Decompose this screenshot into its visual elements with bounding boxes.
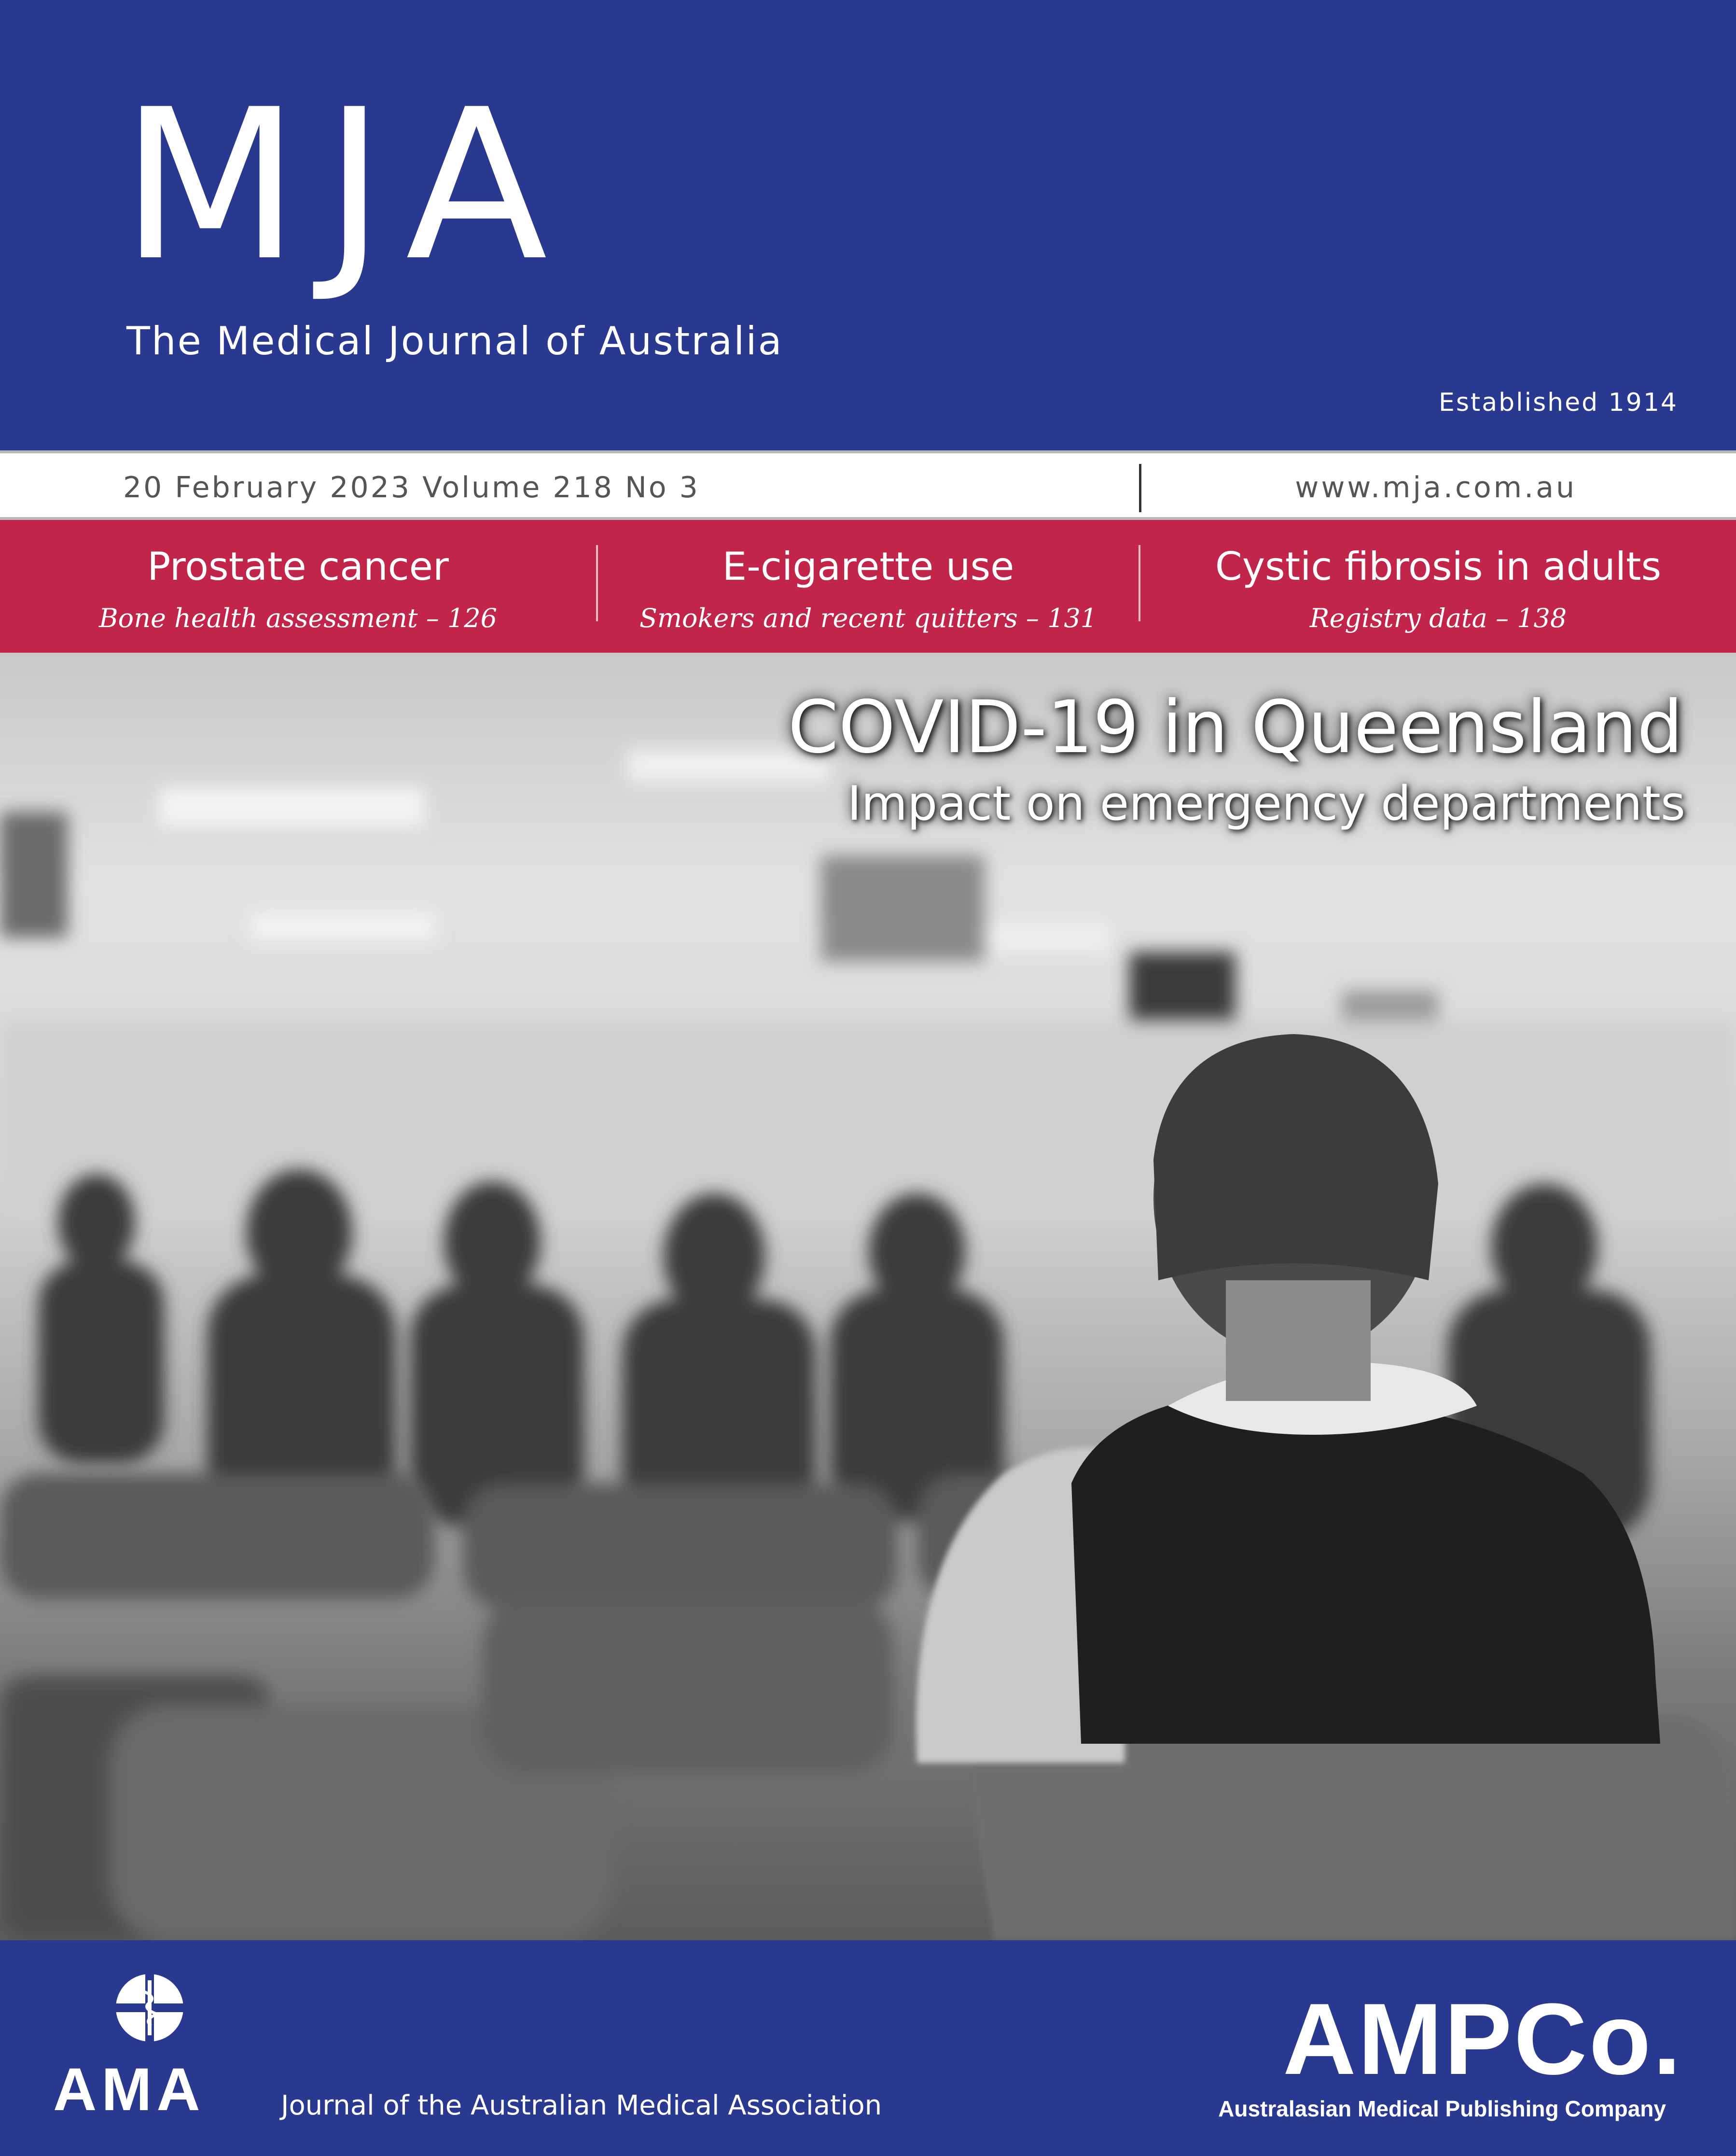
cover-photo [0,653,1736,1940]
ampco-name: Australasian Medical Publishing Company [1218,2096,1666,2121]
issue-divider [1139,464,1141,512]
ama-caduceus-icon [113,1972,186,2044]
masthead [0,0,1736,450]
ama-journal-text: Journal of the Australian Medical Association [281,2090,882,2121]
issue-info: 20 February 2023 Volume 218 No 3 [123,471,700,504]
established-year: Established 1914 [1438,388,1678,417]
feature-subtitle: Smokers and recent quitters – 131 [639,603,1097,633]
feature-e-cigarette-use[interactable] [598,520,1139,653]
feature-title: Prostate cancer [147,544,449,589]
ama-logo: AMA [53,2056,205,2123]
cover-headline[interactable]: COVID-19 in Queensland [788,686,1683,770]
feature-cystic-fibrosis[interactable] [1140,520,1736,653]
feature-subtitle: Bone health assessment – 126 [99,603,497,633]
feature-title: Cystic fibrosis in adults [1215,544,1662,589]
feature-strip [0,520,1736,653]
journal-logo: MJA [121,65,572,307]
journal-name: The Medical Journal of Australia [126,319,783,364]
waiting-room-illustration [0,653,1736,1940]
feature-prostate-cancer[interactable] [0,520,596,653]
issue-bar [0,450,1736,520]
ampco-logo: AMPCo. [1283,1982,1683,2096]
feature-subtitle: Registry data – 138 [1309,603,1567,633]
footer [0,1940,1736,2156]
website-link[interactable]: www.mja.com.au [1295,471,1577,504]
feature-title: E-cigarette use [722,544,1014,589]
cover-subhead: Impact on emergency departments [847,776,1685,831]
